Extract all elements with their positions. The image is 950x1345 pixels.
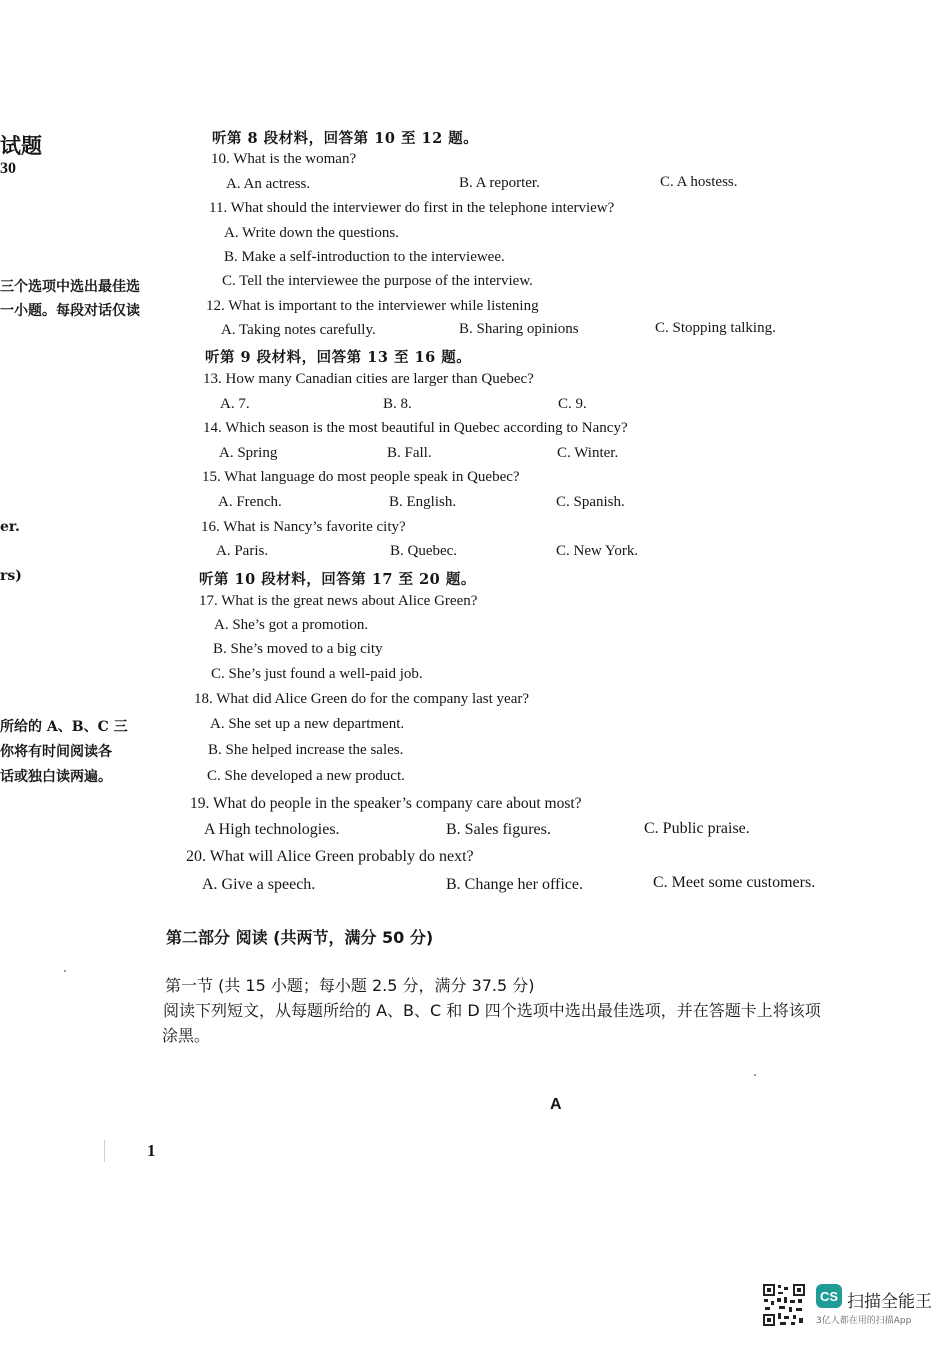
q16-option-c: C. New York. <box>556 543 639 559</box>
q13-option-b: B. 8. <box>383 396 412 412</box>
q13-option-a: A. 7. <box>220 396 250 412</box>
question-10: 10. What is the woman? <box>211 151 357 167</box>
q20-option-c: C. Meet some customers. <box>653 874 816 891</box>
question-17: 17. What is the great news about Alice Green? <box>199 593 478 609</box>
left-text-line-3: 所给的 A、B、C 三 <box>0 719 128 735</box>
q15-option-a: A. French. <box>218 494 282 510</box>
left-text-line-1: 三个选项中选出最佳选 <box>0 279 140 295</box>
q10-option-b: B. A reporter. <box>459 175 540 191</box>
segment-9-header: 听第 9 段材料，回答第 13 至 16 题。 <box>205 349 472 366</box>
q12-option-b: B. Sharing opinions <box>459 321 579 337</box>
q19-option-b: B. Sales figures. <box>446 821 551 838</box>
segment-10-header: 听第 10 段材料，回答第 17 至 20 题。 <box>199 571 476 588</box>
section-1-title: 第一节 (共 15 小题；每小题 2.5 分，满分 37.5 分) <box>165 976 535 995</box>
q14-option-c: C. Winter. <box>557 445 619 461</box>
left-title-fragment: 试题 <box>0 133 42 158</box>
question-14: 14. Which season is the most beautiful in Quebec according to Nancy? <box>203 420 628 436</box>
q18-option-a: A. She set up a new department. <box>210 716 405 732</box>
left-text-line-4: 你将有时间阅读各 <box>0 744 112 760</box>
scan-streak <box>104 1140 105 1162</box>
q11-option-b: B. Make a self-introduction to the interviewee. <box>224 249 505 265</box>
q19-option-c: C. Public praise. <box>644 820 750 837</box>
qr-code <box>762 1283 806 1327</box>
q16-option-a: A. Paris. <box>216 543 269 559</box>
q14-option-a: A. Spring <box>219 445 278 461</box>
q16-option-b: B. Quebec. <box>390 543 458 559</box>
q14-option-b: B. Fall. <box>387 445 432 461</box>
question-19: 19. What do people in the speaker’s company care about most? <box>190 795 582 812</box>
left-text-line-5: 话或独白读两遍。 <box>0 769 112 785</box>
q20-option-a: A. Give a speech. <box>202 876 316 893</box>
passage-label: A <box>550 1096 562 1113</box>
left-fragment-rs: rs) <box>0 568 22 584</box>
qr-code-graphic <box>762 1283 806 1327</box>
q12-option-c: C. Stopping talking. <box>655 320 776 336</box>
q18-option-b: B. She helped increase the sales. <box>208 742 404 758</box>
scanner-tagline: 3亿人都在用的扫描App <box>816 1316 912 1326</box>
question-20: 20. What will Alice Green probably do next? <box>186 848 474 865</box>
question-16: 16. What is Nancy’s favorite city? <box>201 519 406 535</box>
q10-option-a: A. An actress. <box>226 176 311 192</box>
segment-8-header: 听第 8 段材料，回答第 10 至 12 题。 <box>212 130 479 147</box>
q17-option-c: C. She’s just found a well-paid job. <box>211 666 423 682</box>
q20-option-b: B. Change her office. <box>446 876 583 893</box>
question-13: 13. How many Canadian cities are larger than Quebec? <box>203 371 534 387</box>
q11-option-a: A. Write down the questions. <box>224 225 399 241</box>
left-fragment-er: er. <box>0 519 20 535</box>
scanner-logo-icon: CS <box>816 1284 842 1308</box>
q15-option-c: C. Spanish. <box>556 494 625 510</box>
part-2-title: 第二部分 阅读 (共两节，满分 50 分) <box>166 928 434 947</box>
question-12: 12. What is important to the interviewer while listening <box>206 298 539 314</box>
question-15: 15. What language do most people speak in Quebec? <box>202 469 520 485</box>
q15-option-b: B. English. <box>389 494 457 510</box>
question-18: 18. What did Alice Green do for the company last year? <box>194 691 530 707</box>
q17-option-a: A. She’s got a promotion. <box>214 617 369 633</box>
left-number-fragment: 30 <box>0 160 16 177</box>
left-text-line-2: 一小题。每段对话仅读 <box>0 303 140 319</box>
q11-option-c: C. Tell the interviewee the purpose of the interview. <box>222 273 533 289</box>
reading-instruction-line-1: 阅读下列短文，从每题所给的 A、B、C 和 D 四个选项中选出最佳选项，并在答题卡上将该项 <box>163 1001 821 1020</box>
page-number: 1 <box>147 1141 156 1160</box>
q17-option-b: B. She’s moved to a big city <box>213 641 383 657</box>
q10-option-c: C. A hostess. <box>660 174 738 190</box>
q12-option-a: A. Taking notes carefully. <box>221 322 376 338</box>
scan-speck <box>64 970 66 972</box>
scanner-brand: 扫描全能王 <box>847 1292 932 1312</box>
scan-speck <box>754 1074 756 1076</box>
question-11: 11. What should the interviewer do first in the telephone interview? <box>209 200 615 216</box>
q19-option-a: A High technologies. <box>204 821 340 838</box>
q13-option-c: C. 9. <box>558 396 587 412</box>
reading-instruction-line-2: 涂黑。 <box>162 1026 211 1045</box>
q18-option-c: C. She developed a new product. <box>207 768 405 784</box>
